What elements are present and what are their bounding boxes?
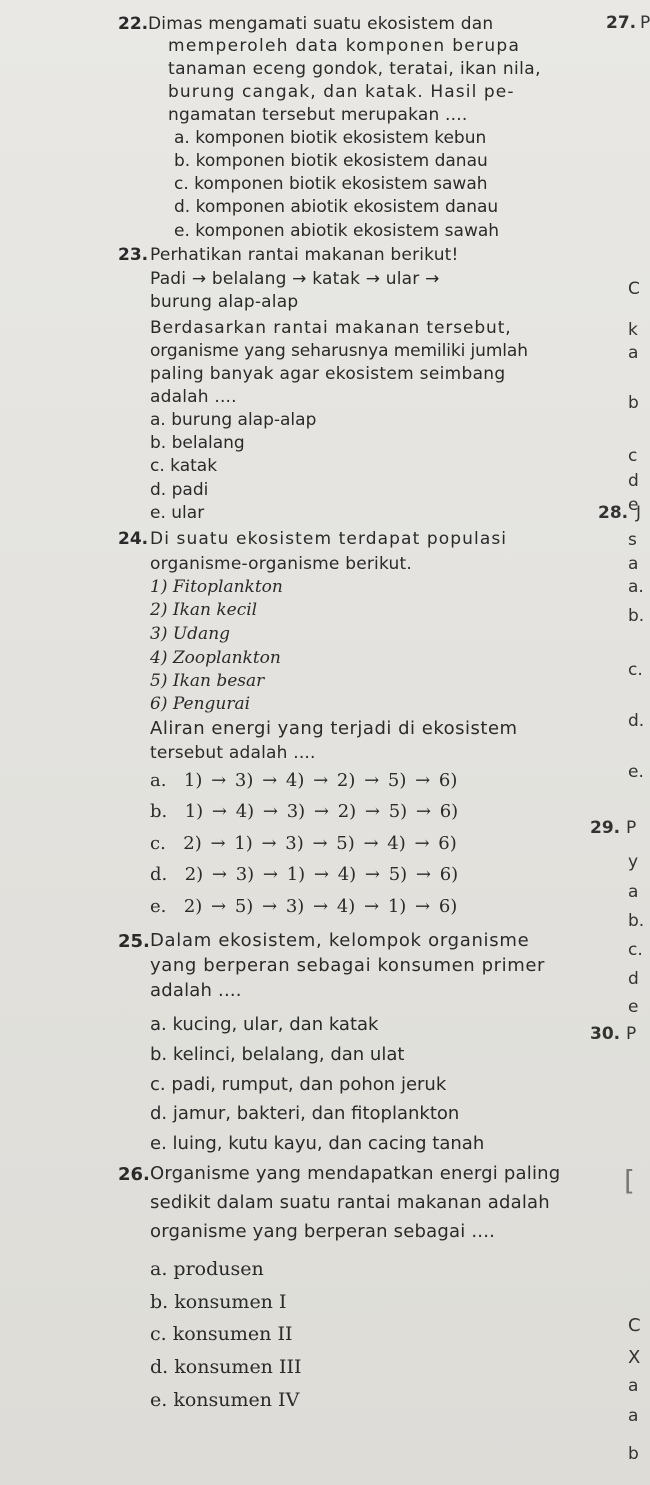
text-fragment: J (636, 503, 642, 523)
question-text: yang berperan sebagai konsumen primer (150, 955, 546, 976)
organism-item: 3) Udang (150, 624, 231, 644)
option-c: c. katak (150, 456, 218, 476)
option-e: e. ular (150, 503, 205, 523)
text-fragment: b (628, 393, 639, 413)
option-d: d. komponen abiotik ekosistem danau (174, 197, 499, 217)
option-d: d. padi (150, 480, 209, 500)
text-fragment: C (628, 279, 640, 299)
text-fragment: c. (628, 940, 643, 960)
question-text: Di suatu ekosistem terdapat populasi (150, 529, 508, 549)
option-b: b. 1) → 4) → 3) → 2) → 5) → 6) (150, 801, 459, 822)
option-d: d. 2) → 3) → 1) → 4) → 5) → 6) (150, 864, 459, 885)
text-fragment: a (628, 343, 639, 363)
organism-item: 1) Fitoplankton (150, 577, 283, 597)
option-b: b. konsumen I (150, 1291, 287, 1313)
text-fragment: P (640, 13, 650, 33)
text-fragment: b. (628, 606, 645, 626)
option-a: a. produsen (150, 1258, 264, 1280)
text-fragment: a. (628, 577, 644, 597)
question-text: tanaman eceng gondok, teratai, ikan nila, (168, 59, 541, 79)
question-text: Perhatikan rantai makanan berikut! (150, 245, 459, 265)
text-fragment: b. (628, 911, 645, 931)
text-fragment: a (628, 882, 639, 902)
option-b: b. belalang (150, 433, 245, 453)
text-fragment: e (628, 997, 639, 1017)
question-text: organisme yang seharusnya memiliki jumlah (150, 341, 528, 361)
text-fragment: k (628, 320, 638, 340)
question-text: tersebut adalah .... (150, 743, 316, 763)
food-chain-line: burung alap-alap (150, 292, 299, 312)
question-text: Dimas mengamati suatu ekosistem dan (148, 14, 494, 34)
option-c: c. konsumen II (150, 1323, 293, 1345)
question-number-30: 30. (590, 1024, 621, 1044)
option-a: a. 1) → 3) → 4) → 2) → 5) → 6) (150, 770, 458, 791)
organism-item: 2) Ikan kecil (150, 600, 258, 620)
text-fragment: c (628, 446, 638, 466)
question-text: burung cangak, dan katak. Hasil pe- (168, 82, 515, 102)
food-chain-line: Padi → belalang → katak → ular → (150, 269, 440, 289)
text-fragment: s (628, 530, 637, 550)
option-e: e. komponen abiotik ekosistem sawah (174, 221, 500, 241)
text-fragment: a (628, 1406, 639, 1426)
text-fragment: e (628, 495, 639, 515)
option-a: a. komponen biotik ekosistem kebun (174, 128, 487, 148)
text-fragment: P (626, 818, 637, 838)
question-number: 22. (118, 14, 149, 34)
question-number-27: 27. (606, 13, 637, 33)
text-fragment: c. (628, 660, 643, 680)
option-c: c. komponen biotik ekosistem sawah (174, 174, 488, 194)
option-a: a. kucing, ular, dan katak (150, 1014, 379, 1035)
text-fragment: P (626, 1024, 637, 1044)
bracket-mark: [ (624, 1164, 635, 1197)
question-text: adalah .... (150, 387, 237, 407)
option-e: e. konsumen IV (150, 1389, 300, 1411)
option-d: d. jamur, bakteri, dan fitoplankton (150, 1103, 460, 1124)
text-fragment: y (628, 852, 639, 872)
question-number: 23. (118, 245, 149, 265)
option-a: a. burung alap-alap (150, 410, 317, 430)
text-fragment: X (628, 1347, 641, 1368)
text-fragment: a (628, 554, 639, 574)
question-number-28: 28. (598, 503, 629, 523)
question-text: Aliran energi yang terjadi di ekosistem (150, 718, 518, 739)
option-c: c. 2) → 1) → 3) → 5) → 4) → 6) (150, 833, 457, 854)
question-number: 25. (118, 931, 150, 952)
option-e: e. luing, kutu kayu, dan cacing tanah (150, 1133, 485, 1154)
text-fragment: d. (628, 711, 645, 731)
organism-item: 6) Pengurai (150, 694, 251, 714)
organism-item: 4) Zooplankton (150, 648, 281, 668)
text-fragment: C (628, 1315, 641, 1336)
option-c: c. padi, rumput, dan pohon jeruk (150, 1074, 447, 1095)
question-text: memperoleh data komponen berupa (168, 36, 521, 56)
question-text: adalah .... (150, 980, 242, 1001)
question-number: 24. (118, 529, 149, 549)
option-b: b. kelinci, belalang, dan ulat (150, 1044, 405, 1065)
question-text: Organisme yang mendapatkan energi paling (150, 1163, 561, 1184)
organism-item: 5) Ikan besar (150, 671, 265, 691)
text-fragment: e. (628, 762, 644, 782)
question-text: organisme yang berperan sebagai .... (150, 1221, 496, 1242)
question-text: ngamatan tersebut merupakan .... (168, 105, 468, 125)
text-fragment: b (628, 1444, 639, 1464)
question-text: paling banyak agar ekosistem seimbang (150, 364, 506, 384)
question-text: organisme-organisme berikut. (150, 554, 412, 574)
question-text: sedikit dalam suatu rantai makanan adalah (150, 1192, 550, 1213)
question-number: 26. (118, 1164, 150, 1185)
question-text: Dalam ekosistem, kelompok organisme (150, 930, 530, 951)
question-number-29: 29. (590, 818, 621, 838)
question-text: Berdasarkan rantai makanan tersebut, (150, 318, 512, 338)
option-e: e. 2) → 5) → 3) → 4) → 1) → 6) (150, 896, 458, 917)
option-d: d. konsumen III (150, 1356, 302, 1378)
text-fragment: d (628, 471, 639, 491)
option-b: b. komponen biotik ekosistem danau (174, 151, 488, 171)
text-fragment: a (628, 1376, 639, 1396)
text-fragment: d (628, 969, 639, 989)
